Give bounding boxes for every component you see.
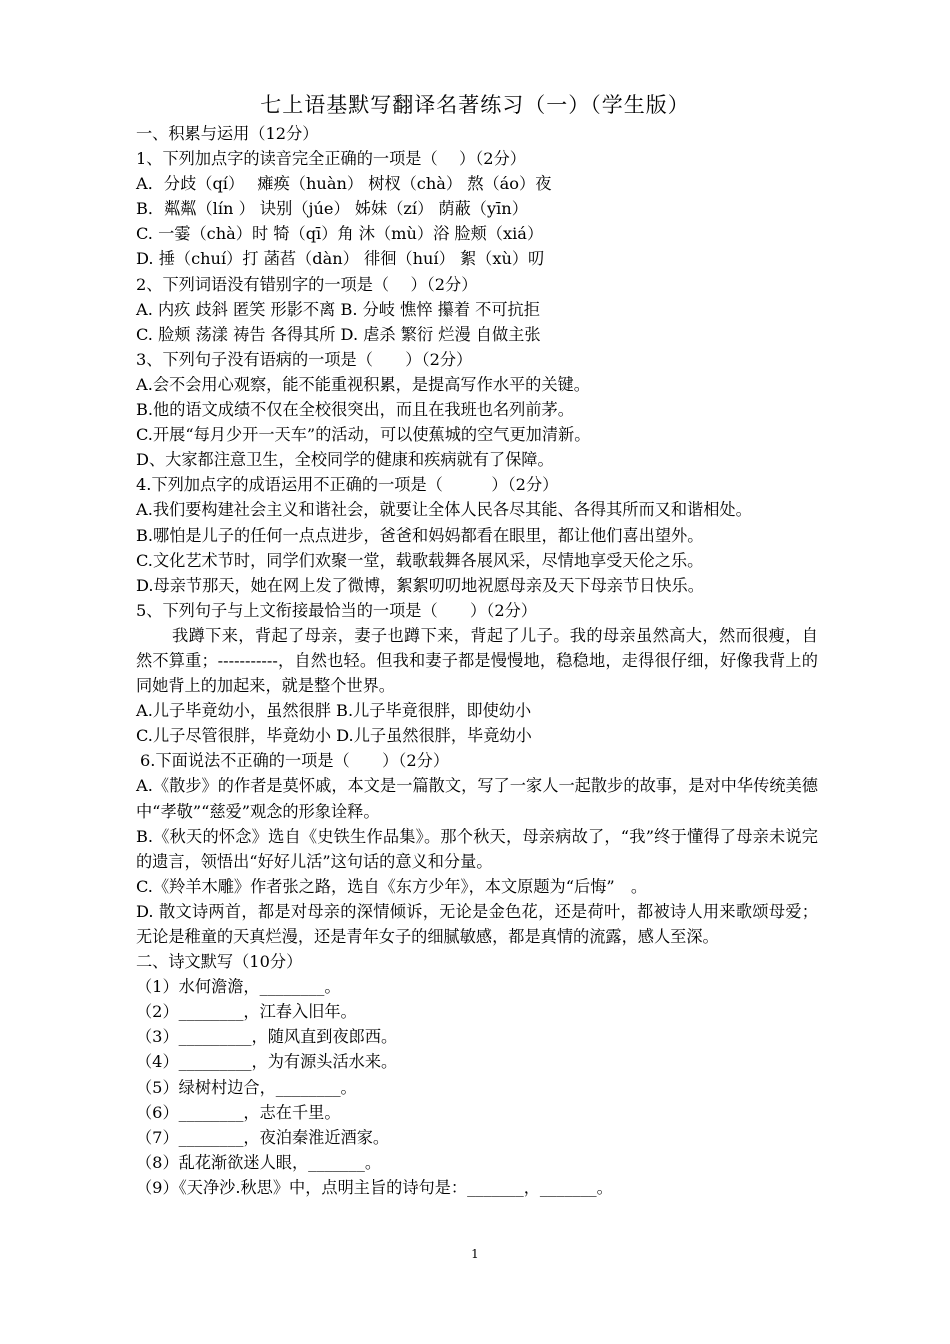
question-stem: 6.下面说法不正确的一项是（ ）（2分） [140, 751, 450, 771]
section-heading: 二、诗文默写（10分） [136, 952, 303, 972]
dictation-item: （1）水何澹澹，________。 [136, 977, 341, 997]
option-line: C.儿子尽管很胖，毕竟幼小 D.儿子虽然很胖，毕竟幼小 [136, 726, 532, 746]
dictation-item: （5）绿树村边合，________。 [136, 1077, 357, 1097]
question-stem: 4.下列加点字的成语运用不正确的一项是（ ）（2分） [136, 475, 559, 495]
option-line: C.开展“每月少开一天车”的活动，可以使蕉城的空气更加清新。 [136, 425, 591, 445]
option-line: A. 内疚 歧斜 匿笑 形影不离 B. 分岐 憔悴 攥着 不可抗拒 [136, 299, 540, 319]
option-line: C. 脸颊 荡漾 祷告 各得其所 D. 虐杀 繁衍 烂漫 自做主张 [136, 324, 541, 344]
section-heading: 一、积累与运用（12分） [136, 124, 319, 143]
document-title: 七上语基默写翻译名著练习（一）（学生版） [260, 93, 690, 117]
option-line: D. 散文诗两首，都是对母亲的深情倾诉，无论是金色花，还是荷叶，都被诗人用来歌颂母爱；无论是稚童的天真烂漫，还是青年女子的细腻敏感，都是真情的流露，感人至深。 [136, 901, 818, 946]
question-stem: 2、下列词语没有错别字的一项是（ ）（2分） [136, 274, 478, 294]
option-line: B.哪怕是儿子的任何一点点进步，爸爸和妈妈都看在眼里，都让他们喜出望外。 [136, 525, 704, 545]
option-line: B.《秋天的怀念》选自《史铁生作品集》。那个秋天，母亲病故了，“我”终于懂得了母亲未说完的遗言，领悟出“好好儿活”这句话的意义和分量。 [136, 826, 818, 871]
dictation-item: （7）________，夜泊秦淮近酒家。 [136, 1127, 390, 1147]
dictation-item: （2）________，江春入旧年。 [136, 1002, 357, 1022]
question-stem: 5、下列句子与上文衔接最恰当的一项是（ ）（2分） [136, 600, 537, 620]
reading-passage: 我蹲下来，背起了母亲，妻子也蹲下来，背起了儿子。我的母亲虽然高大，然而很瘦，自然不算重；-----------，自然也轻。但我和妻子都是慢慢地，稳稳地，走得很仔细，好像我背上的同她背上的加起来，就是整个世界。 [136, 625, 818, 696]
option-line: C.《羚羊木雕》作者张之路，选自《东方少年》，本文原题为“后悔” 。 [136, 876, 648, 896]
option-line: A.会不会用心观察，能不能重视积累，是提高写作水平的关键。 [136, 374, 590, 394]
question-stem: 3、下列句子没有语病的一项是（ ）（2分） [136, 349, 473, 369]
document-body [136, 121, 818, 1200]
question-stem: 1、下列加点字的读音完全正确的一项是（ ）（2分） [136, 149, 526, 169]
option-line: C.文化艺术节时，同学们欢聚一堂，载歌载舞各展风采，尽情地享受天伦之乐。 [136, 550, 704, 570]
option-line: C. 一霎（chà）时 犄（qī）角 沐（mù）浴 脸颊（xiá） [136, 224, 544, 244]
dictation-item: （8）乱花渐欲迷人眼，_______。 [136, 1152, 382, 1172]
dictation-item: （3）_________，随风直到夜郎西。 [136, 1027, 398, 1047]
dictation-item: （4）_________，为有源头活水来。 [136, 1052, 398, 1072]
option-line: A.儿子毕竟幼小，虽然很胖 B.儿子毕竟很胖，即使幼小 [136, 701, 532, 721]
option-line: D. 捶（chuí）打 菡萏（dàn） 徘徊（huí） 絮（xù）叨 [136, 249, 545, 269]
option-line: A．分歧（qí） 瘫痪（huàn） 树杈（chà） 熬（áo）夜 [136, 174, 552, 194]
option-line: B．粼粼（lín ） 诀别（júe） 姊妹（zí） 荫蔽（yīn） [136, 199, 528, 219]
option-line: D.母亲节那天，她在网上发了微博，絮絮叨叨地祝愿母亲及天下母亲节日快乐。 [136, 575, 704, 595]
option-line: A.《散步》的作者是莫怀戚，本文是一篇散文，写了一家人一起散步的故事，是对中华传统美德中“孝敬”“慈爱”观念的形象诠释。 [136, 776, 818, 821]
dictation-item: （6）________，志在千里。 [136, 1102, 341, 1122]
option-line: B.他的语文成绩不仅在全校很突出，而且在我班也名列前茅。 [136, 400, 574, 420]
option-line: D、大家都注意卫生，全校同学的健康和疾病就有了保障。 [136, 450, 554, 470]
dictation-item: （9）《天净沙.秋思》中，点明主旨的诗句是：_______，_______。 [136, 1177, 613, 1197]
page-number: 1 [471, 1247, 479, 1261]
option-line: A.我们要构建社会主义和谐社会，就要让全体人民各尽其能、各得其所而又和谐相处。 [136, 500, 752, 520]
